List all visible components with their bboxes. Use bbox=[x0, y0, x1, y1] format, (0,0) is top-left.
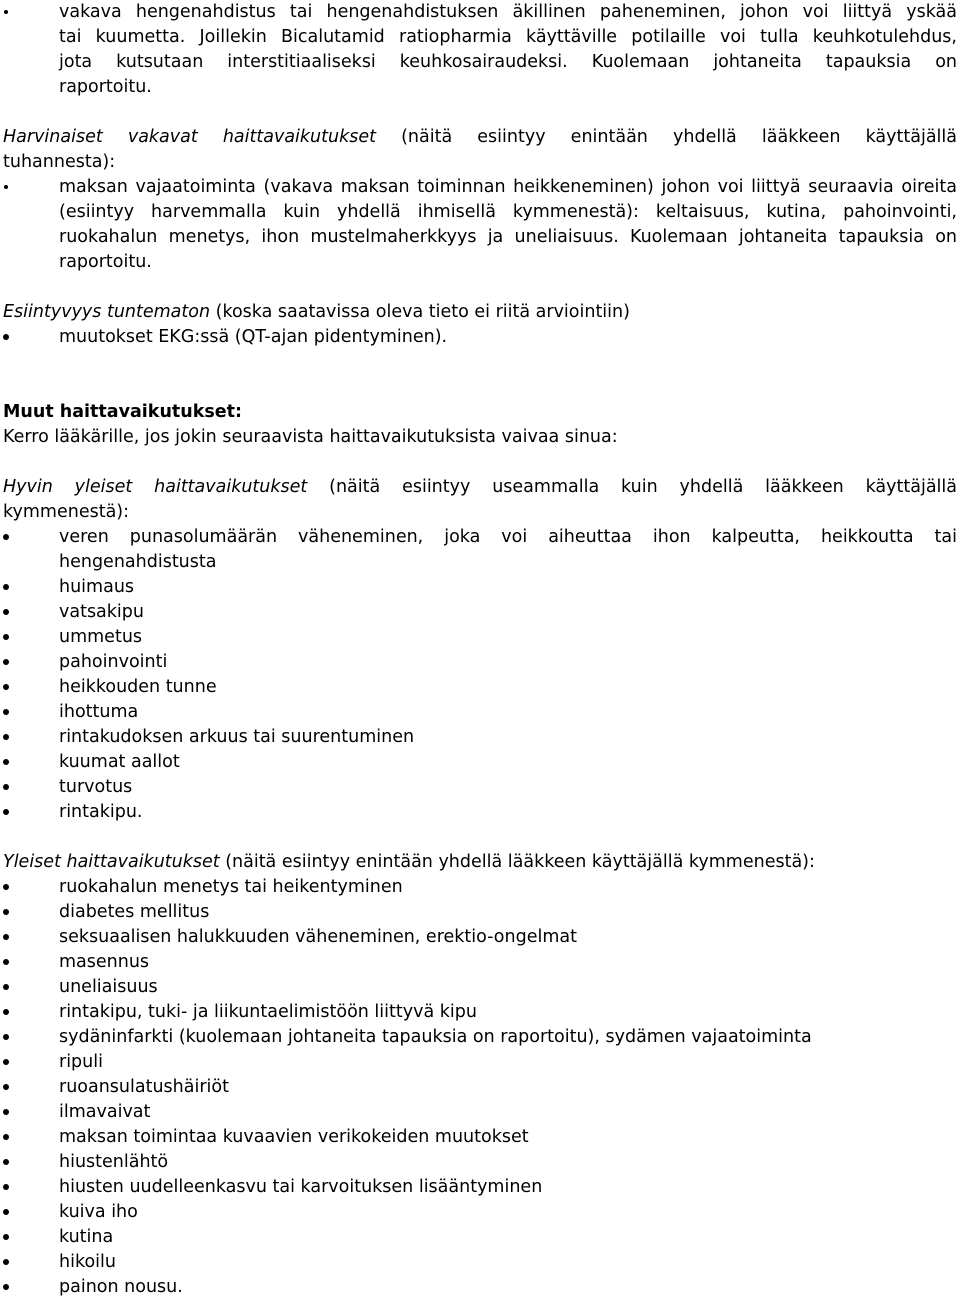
bullet-icon bbox=[3, 1159, 9, 1165]
list-item-text: kutina bbox=[59, 1227, 114, 1247]
list-item-text: muutokset EKG:ssä (QT-ajan pidentyminen). bbox=[59, 327, 448, 347]
list-item bbox=[3, 900, 957, 925]
bullet-icon bbox=[3, 1234, 9, 1240]
very-common-heading-italic: Hyvin yleiset haittavaikutukset bbox=[3, 477, 308, 497]
list-item-text: rintakudoksen arkuus tai suurentuminen bbox=[59, 727, 415, 747]
list-item bbox=[3, 525, 957, 575]
rare-heading-line2: tuhannesta): bbox=[3, 152, 116, 172]
common-heading-italic: Yleiset haittavaikutukset bbox=[3, 852, 220, 872]
rare-list bbox=[3, 175, 957, 275]
bullet-icon bbox=[3, 1259, 9, 1265]
bullet-icon bbox=[3, 884, 9, 890]
list-item bbox=[3, 1175, 957, 1200]
bullet-icon bbox=[3, 734, 9, 740]
list-item bbox=[3, 625, 957, 650]
list-item bbox=[3, 725, 957, 750]
bullet-icon bbox=[3, 984, 9, 990]
bullet-icon bbox=[4, 10, 8, 14]
bullet-icon bbox=[3, 634, 9, 640]
very-common-heading bbox=[3, 475, 957, 500]
list-item bbox=[3, 1050, 957, 1075]
list-item bbox=[3, 1250, 957, 1275]
unknown-heading-italic: Esiintyvyys tuntematon bbox=[3, 302, 211, 322]
list-item bbox=[3, 675, 957, 700]
list-item bbox=[3, 925, 957, 950]
list-item-text: seksuaalisen halukkuuden väheneminen, erektio-ongelmat bbox=[59, 927, 577, 947]
list-item-text: kuumat aallot bbox=[59, 752, 180, 772]
list-item-text: kuiva iho bbox=[59, 1202, 138, 1222]
list-item-line: jota kutsutaan interstitiaaliseksi keuhkosairaudeksi. Kuolemaan johtaneita tapauksia on bbox=[59, 52, 957, 72]
bullet-icon bbox=[3, 1209, 9, 1215]
list-item bbox=[3, 875, 957, 900]
list-item bbox=[3, 750, 957, 775]
list-item-text: hiustenlähtö bbox=[59, 1152, 169, 1172]
list-item-text: veren punasolumäärän väheneminen, joka voi aiheuttaa ihon kalpeutta, heikkoutta tai hengenahdistusta bbox=[59, 527, 957, 572]
top-list bbox=[3, 0, 957, 100]
very-common-heading-line2: kymmenestä): bbox=[3, 502, 130, 522]
bullet-icon bbox=[3, 534, 9, 540]
bullet-icon bbox=[3, 1034, 9, 1040]
bullet-icon bbox=[3, 909, 9, 915]
list-item bbox=[3, 1075, 957, 1100]
list-item-text: rintakipu. bbox=[59, 802, 143, 822]
list-item bbox=[3, 325, 957, 350]
list-item bbox=[3, 975, 957, 1000]
list-item bbox=[3, 1200, 957, 1225]
bullet-icon bbox=[3, 609, 9, 615]
bullet-icon bbox=[3, 684, 9, 690]
list-item-text: pahoinvointi bbox=[59, 652, 168, 672]
unknown-heading bbox=[3, 300, 957, 325]
list-item bbox=[3, 650, 957, 675]
rare-heading-italic: Harvinaiset vakavat haittavaikutukset bbox=[3, 127, 376, 147]
common-list bbox=[3, 875, 957, 1300]
list-item-text: vatsakipu bbox=[59, 602, 144, 622]
list-item bbox=[3, 1225, 957, 1250]
very-common-heading-rest: (näitä esiintyy useammalla kuin yhdellä lääkkeen käyttäjällä bbox=[307, 477, 957, 497]
list-item bbox=[3, 700, 957, 725]
list-item-text: turvotus bbox=[59, 777, 133, 797]
list-item bbox=[3, 1275, 957, 1300]
bullet-icon bbox=[3, 1184, 9, 1190]
common-heading bbox=[3, 850, 957, 875]
list-item bbox=[3, 575, 957, 600]
other-intro: Kerro lääkärille, jos jokin seuraavista haittavaikutuksista vaivaa sinua: bbox=[3, 427, 618, 447]
list-item-text: maksan toimintaa kuvaavien verikokeiden muutokset bbox=[59, 1127, 529, 1147]
other-heading-bold: Muut haittavaikutukset: bbox=[3, 402, 243, 422]
bullet-icon bbox=[3, 759, 9, 765]
list-item-text: ihottuma bbox=[59, 702, 139, 722]
unknown-heading-rest: (koska saatavissa oleva tieto ei riitä arviointiin) bbox=[210, 302, 630, 322]
bullet-icon bbox=[4, 185, 8, 189]
common-heading-rest: (näitä esiintyy enintään yhdellä lääkkeen käyttäjällä kymmenestä): bbox=[219, 852, 815, 872]
rare-heading-rest: (näitä esiintyy enintään yhdellä lääkkeen käyttäjällä bbox=[375, 127, 957, 147]
other-heading bbox=[3, 400, 957, 425]
bullet-icon bbox=[3, 784, 9, 790]
unknown-list bbox=[3, 325, 957, 350]
list-item-line: raportoitu. bbox=[59, 77, 152, 97]
list-item bbox=[3, 1125, 957, 1150]
bullet-icon bbox=[3, 809, 9, 815]
bullet-icon bbox=[3, 584, 9, 590]
list-item-text: ripuli bbox=[59, 1052, 103, 1072]
list-item-text: ruokahalun menetys tai heikentyminen bbox=[59, 877, 403, 897]
rare-heading bbox=[3, 125, 957, 150]
list-item bbox=[3, 600, 957, 625]
list-item-text: ruoansulatushäiriöt bbox=[59, 1077, 229, 1097]
list-item-text: painon nousu. bbox=[59, 1277, 183, 1297]
list-item bbox=[3, 0, 957, 100]
very-common-list bbox=[3, 525, 957, 825]
bullet-icon bbox=[3, 1059, 9, 1065]
list-item bbox=[3, 1100, 957, 1125]
list-item-text: huimaus bbox=[59, 577, 135, 597]
bullet-icon bbox=[3, 1009, 9, 1015]
bullet-icon bbox=[3, 959, 9, 965]
list-item-text: heikkouden tunne bbox=[59, 677, 217, 697]
list-item-text: ilmavaivat bbox=[59, 1102, 151, 1122]
bullet-icon bbox=[3, 1134, 9, 1140]
list-item-text: rintakipu, tuki- ja liikuntaelimistöön liittyvä kipu bbox=[59, 1002, 477, 1022]
list-item-text: uneliaisuus bbox=[59, 977, 158, 997]
bullet-icon bbox=[3, 334, 9, 340]
bullet-icon bbox=[3, 659, 9, 665]
list-item bbox=[3, 1150, 957, 1175]
list-item-text: masennus bbox=[59, 952, 150, 972]
list-item bbox=[3, 800, 957, 825]
list-item-text: hiusten uudelleenkasvu tai karvoituksen lisääntyminen bbox=[59, 1177, 543, 1197]
list-item-text: sydäninfarkti (kuolemaan johtaneita tapauksia on raportoitu), sydämen vajaatoiminta bbox=[59, 1027, 812, 1047]
bullet-icon bbox=[3, 709, 9, 715]
bullet-icon bbox=[3, 1084, 9, 1090]
list-item-line: tai kuumetta. Joillekin Bicalutamid ratiopharmia käyttäville potilaille voi tulla keuhkotulehdus, bbox=[59, 27, 957, 47]
list-item-text: maksan vajaatoiminta (vakava maksan toiminnan heikkeneminen) johon voi liittyä seuraavia oireita (esiintyy harvemmalla kuin yhdellä ihmisellä kymmenestä): keltaisuus, kutina, pahoinvointi, ruokahalun menetys, ihon mustelmaherkkyys ja uneliaisuus. Kuolemaan johtaneita tapauksia on raportoitu. bbox=[59, 177, 957, 272]
list-item-text: diabetes mellitus bbox=[59, 902, 210, 922]
bullet-icon bbox=[3, 1284, 9, 1290]
list-item-text: ummetus bbox=[59, 627, 143, 647]
document-page bbox=[3, 0, 957, 1300]
list-item-line: vakava hengenahdistus tai hengenahdistuksen äkillinen paheneminen, johon voi liittyä yskää bbox=[59, 2, 957, 22]
list-item bbox=[3, 1000, 957, 1025]
list-item bbox=[3, 175, 957, 275]
list-item-text: hikoilu bbox=[59, 1252, 116, 1272]
list-item bbox=[3, 1025, 957, 1050]
list-item bbox=[3, 950, 957, 975]
bullet-icon bbox=[3, 1109, 9, 1115]
list-item bbox=[3, 775, 957, 800]
bullet-icon bbox=[3, 934, 9, 940]
